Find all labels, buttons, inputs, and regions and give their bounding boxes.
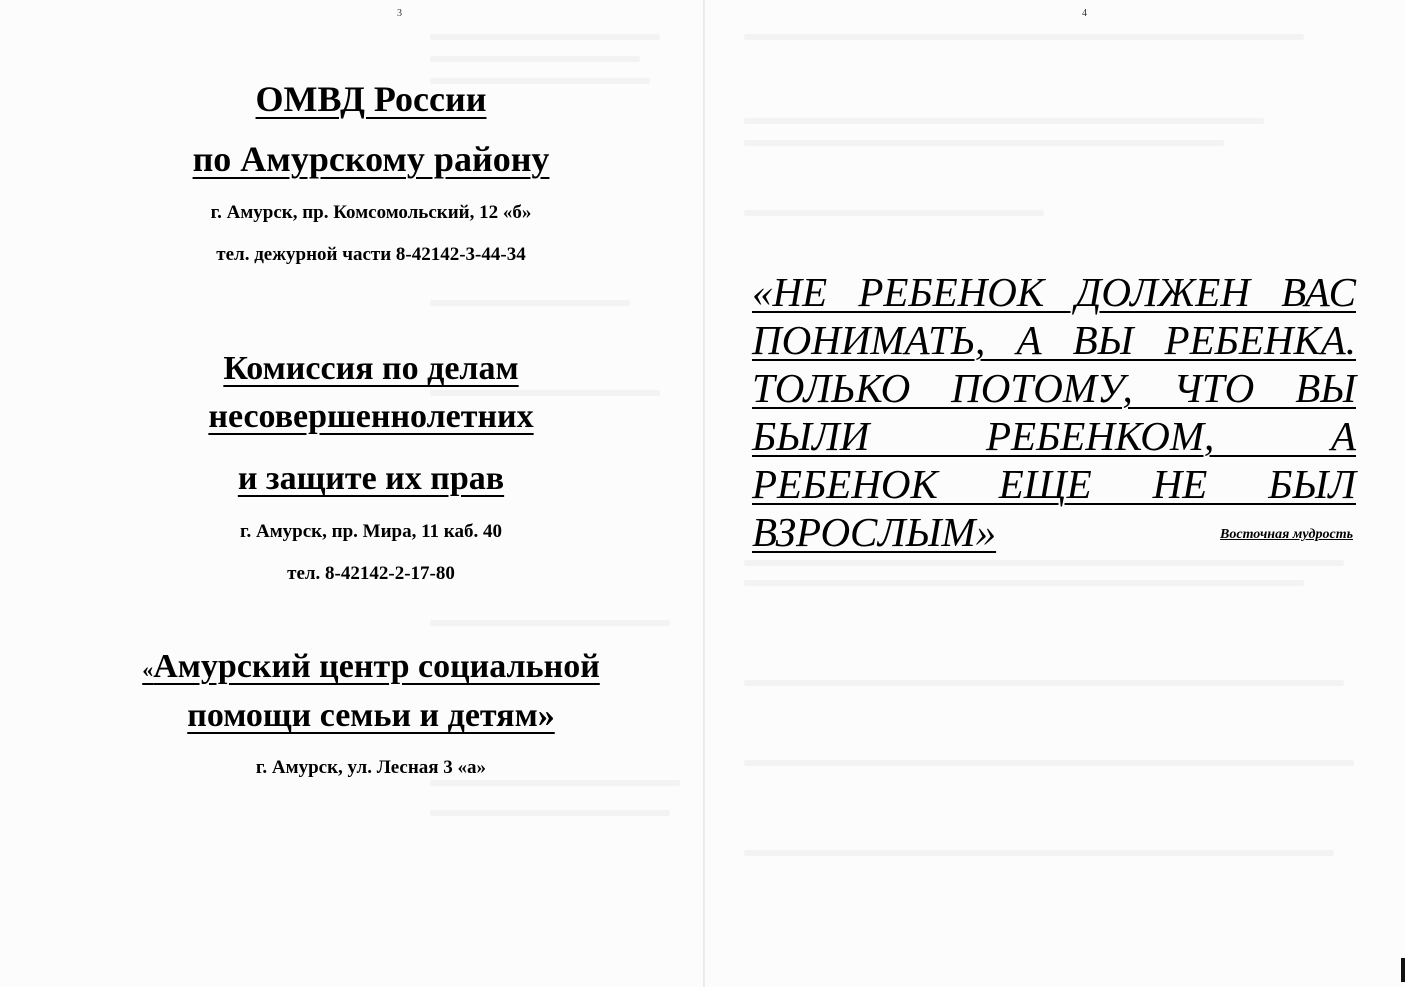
- commission-title-line2: несовершеннолетних: [208, 398, 534, 435]
- show-through-line: [744, 210, 1044, 216]
- show-through-line: [744, 580, 1304, 586]
- show-through-line: [744, 560, 1344, 566]
- center-address: г. Амурск, ул. Лесная 3 «а»: [255, 757, 487, 778]
- quote-author: Восточная мудрость: [1220, 527, 1353, 542]
- show-through-line: [744, 680, 1344, 686]
- commission-phone: тел. 8-42142-2-17-80: [287, 563, 455, 584]
- page-number: 3: [397, 8, 402, 19]
- show-through-line: [744, 850, 1334, 856]
- scan-edge-mark: [1401, 958, 1405, 982]
- show-through-line: [430, 300, 630, 306]
- omvd-title-line1: ОМВД России: [255, 79, 487, 119]
- show-through-line: [744, 760, 1354, 766]
- show-through-line: [430, 780, 680, 786]
- show-through-line: [430, 390, 660, 396]
- right-page: [704, 0, 1405, 987]
- show-through-line: [430, 34, 660, 40]
- center-open-quote: «: [142, 657, 154, 682]
- commission-title-line3: и защите их прав: [237, 460, 505, 497]
- show-through-line: [744, 140, 1224, 146]
- show-through-line: [744, 34, 1304, 40]
- commission-address: г. Амурск, пр. Мира, 11 каб. 40: [240, 521, 502, 542]
- omvd-address: г. Амурск, пр. Комсомольский, 12 «б»: [210, 202, 532, 223]
- center-title-line1-text: Амурский центр социальной: [153, 648, 600, 685]
- show-through-line: [430, 620, 670, 626]
- commission-title-line1: Комиссия по делам: [223, 350, 519, 387]
- page-number: 4: [1082, 8, 1087, 19]
- omvd-title-line2: по Амурскому району: [192, 139, 550, 179]
- omvd-phone: тел. дежурной части 8-42142-3-44-34: [216, 244, 526, 265]
- show-through-line: [744, 118, 1264, 124]
- center-title-line1: [0, 648, 704, 686]
- quote-text: «НЕ РЕБЕНОК ДОЛЖЕН ВАС ПОНИМАТЬ, А ВЫ РЕБЕНКА. ТОЛЬКО ПОТОМУ, ЧТО ВЫ БЫЛИ РЕБЕНКОМ, А РЕБЕНОК ЕЩЕ НЕ БЫЛ ВЗРОСЛЫМ»: [752, 269, 1356, 555]
- show-through-line: [430, 56, 640, 62]
- show-through-line: [430, 810, 670, 816]
- center-title-line2: помощи семьи и детям»: [187, 697, 555, 734]
